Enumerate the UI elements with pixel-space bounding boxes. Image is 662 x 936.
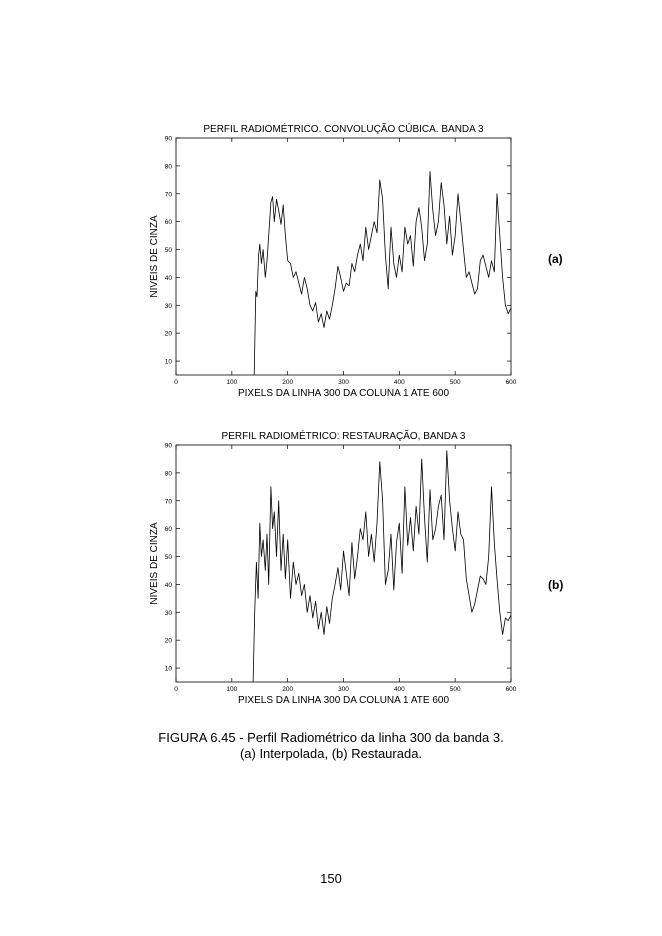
y-tick-label: 60 (164, 219, 172, 227)
x-tick-label: 200 (282, 686, 294, 693)
y-tick-label: 40 (164, 581, 172, 589)
y-tick-label: 30 (164, 302, 172, 310)
y-axis-label: NIVEIS DE CINZA (149, 522, 160, 605)
x-tick-label: 200 (282, 379, 294, 386)
plot-frame (176, 445, 511, 682)
x-tick-label: 400 (393, 379, 405, 386)
y-tick-label: 70 (164, 498, 172, 506)
plot-frame (176, 138, 511, 375)
x-tick-label: 400 (393, 686, 405, 693)
series-line (254, 172, 511, 376)
x-tick-label: 500 (449, 379, 461, 386)
x-tick-label: 100 (226, 686, 238, 693)
x-tick-label: 0 (174, 686, 178, 693)
x-tick-label: 300 (338, 686, 349, 693)
y-tick-label: 90 (164, 442, 172, 450)
chart-title: PERFIL RADIOMÉTRICO. CONVOLUÇÃO CÚBICA. BANDA 3 (203, 124, 484, 135)
y-tick-label: 20 (164, 637, 172, 645)
y-axis-label: NIVEIS DE CINZA (149, 215, 160, 298)
series-line (253, 451, 511, 682)
y-tick-label: 40 (164, 274, 172, 282)
panel-label-b: (b) (548, 578, 564, 592)
chart-b (0, 425, 662, 710)
y-tick-label: 80 (164, 470, 172, 478)
x-tick-label: 600 (505, 686, 517, 693)
x-tick-label: 300 (338, 379, 349, 386)
y-tick-label: 60 (164, 526, 172, 534)
x-axis-label: PIXELS DA LINHA 300 DA COLUNA 1 ATE 600 (237, 388, 450, 399)
panel-label-a: (a) (548, 252, 563, 266)
x-tick-label: 500 (449, 686, 461, 693)
y-tick-label: 70 (164, 191, 172, 199)
x-tick-label: 0 (174, 379, 178, 386)
y-tick-label: 10 (164, 665, 172, 673)
page-number: 150 (320, 871, 342, 886)
figure-caption-line2: (a) Interpolada, (b) Restaurada. (239, 746, 423, 761)
y-tick-label: 50 (164, 554, 172, 562)
chart-a-svg (0, 118, 662, 403)
figure-caption-line1: FIGURA 6.45 - Perfil Radiométrico da linha 300 da banda 3. (158, 730, 504, 745)
chart-a (0, 118, 662, 403)
y-tick-label: 80 (164, 163, 172, 171)
y-tick-label: 50 (164, 247, 172, 255)
y-tick-label: 90 (164, 135, 172, 143)
x-tick-label: 100 (226, 379, 238, 386)
chart-b-svg (0, 425, 662, 710)
x-tick-label: 600 (505, 379, 517, 386)
chart-title: PERFIL RADIOMÉTRICO: RESTAURAÇÃO, BANDA 3 (221, 431, 466, 442)
x-axis-label: PIXELS DA LINHA 300 DA COLUNA 1 ATE 600 (237, 695, 450, 706)
y-tick-label: 20 (164, 330, 172, 338)
y-tick-label: 30 (164, 609, 172, 617)
y-tick-label: 10 (164, 358, 172, 366)
